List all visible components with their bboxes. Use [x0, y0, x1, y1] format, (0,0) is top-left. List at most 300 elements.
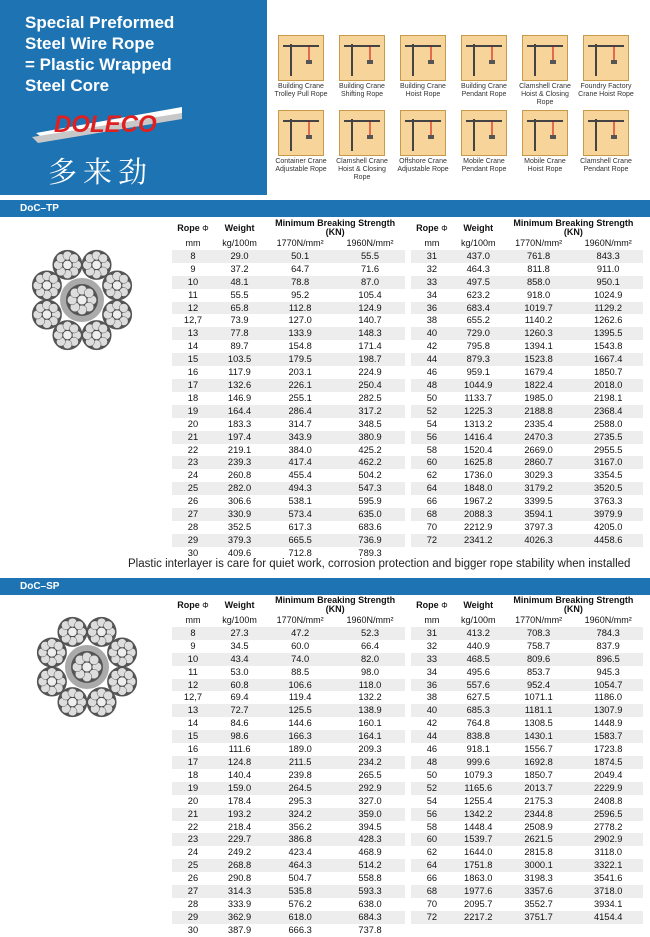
table-cell: 50	[411, 392, 453, 405]
table-row	[411, 456, 643, 469]
table-cell: 8	[172, 250, 214, 263]
table-cell: 959.1	[453, 366, 504, 379]
table-cell: 16	[172, 366, 214, 379]
table-cell: 189.0	[265, 743, 335, 756]
table-cell: 314.3	[214, 885, 265, 898]
table-cell: 64.7	[265, 263, 335, 276]
table-cell: 106.6	[265, 679, 335, 692]
table-cell: 3594.1	[504, 508, 574, 521]
table-cell: 2368.4	[573, 405, 643, 418]
table-cell: 573.4	[265, 508, 335, 521]
table-cell: 138.9	[335, 704, 405, 717]
table-cell: 409.6	[214, 547, 265, 560]
table-cell: 26	[172, 495, 214, 508]
table-cell: 29	[172, 534, 214, 547]
table-cell: 1863.0	[453, 872, 504, 885]
grade-1770: 1770N/mm²	[276, 238, 324, 248]
table-cell: 1523.8	[504, 353, 574, 366]
table-cell: 504.7	[265, 872, 335, 885]
table-cell: 146.9	[214, 392, 265, 405]
table-cell: 282.0	[214, 482, 265, 495]
table-cell: 119.4	[265, 691, 335, 704]
table-cell: 1448.9	[573, 717, 643, 730]
table-cell: 52.3	[335, 627, 405, 640]
table-cell: 229.7	[214, 833, 265, 846]
table-cell: 3322.1	[573, 859, 643, 872]
table-subheader	[411, 237, 643, 250]
application-tile	[271, 35, 331, 99]
table-cell: 737.8	[335, 924, 405, 937]
table-row	[172, 795, 405, 808]
table-cell: 58	[411, 444, 453, 457]
application-tile	[454, 110, 514, 174]
table-row	[172, 276, 405, 289]
table-cell: 292.9	[335, 782, 405, 795]
table-cell: 20	[172, 418, 214, 431]
table-cell: 2212.9	[453, 521, 504, 534]
table-cell: 234.2	[335, 756, 405, 769]
table-row	[172, 898, 405, 911]
table-cell: 29	[172, 911, 214, 924]
table-cell: 105.4	[335, 289, 405, 302]
table-cell: 18	[172, 769, 214, 782]
unit-rope: mm	[424, 238, 440, 248]
table-row	[172, 756, 405, 769]
table-cell: 683.4	[453, 302, 504, 315]
table-cell: 32	[411, 640, 453, 653]
table-cell: 58	[411, 821, 453, 834]
table-cell: 1133.7	[453, 392, 504, 405]
table-cell: 685.3	[453, 704, 504, 717]
table-cell: 98.0	[335, 666, 405, 679]
table-row	[411, 717, 643, 730]
table-cell: 618.0	[265, 911, 335, 924]
table-row	[411, 666, 643, 679]
table-cell: 12	[172, 302, 214, 315]
table-row	[411, 833, 643, 846]
table-cell: 290.8	[214, 872, 265, 885]
table-cell: 112.8	[265, 302, 335, 315]
table-cell: 15	[172, 353, 214, 366]
table-cell: 3552.7	[504, 898, 574, 911]
table-cell: 52	[411, 782, 453, 795]
table-cell: 62	[411, 846, 453, 859]
table-cell: 42	[411, 717, 453, 730]
mobile-crane-pendant-icon	[461, 110, 507, 156]
table-cell: 504.2	[335, 469, 405, 482]
table-header	[411, 596, 643, 614]
table-cell: 3179.2	[504, 482, 574, 495]
table-cell: 425.2	[335, 444, 405, 457]
table-cell: 708.3	[504, 627, 574, 640]
table-cell: 28	[172, 521, 214, 534]
table-row	[411, 743, 643, 756]
table-cell: 3354.5	[573, 469, 643, 482]
table-row	[172, 717, 405, 730]
table-cell: 87.0	[335, 276, 405, 289]
table-row	[411, 782, 643, 795]
application-tile	[332, 110, 392, 182]
table-cell: 3357.6	[504, 885, 574, 898]
table-cell: 20	[172, 795, 214, 808]
table-cell: 13	[172, 704, 214, 717]
table-cell: 14	[172, 717, 214, 730]
table-cell: 118.0	[335, 679, 405, 692]
table-row	[172, 495, 405, 508]
clamshell-crane-pendant-icon	[583, 110, 629, 156]
table-header	[411, 219, 643, 237]
table-cell: 2198.1	[573, 392, 643, 405]
table-cell: 124.8	[214, 756, 265, 769]
table-cell: 44	[411, 730, 453, 743]
table-cell: 250.4	[335, 379, 405, 392]
table-cell: 417.4	[265, 456, 335, 469]
table-cell: 858.0	[504, 276, 574, 289]
table-row	[411, 508, 643, 521]
table-cell: 853.7	[504, 666, 574, 679]
application-tile	[393, 35, 453, 99]
table-cell: 655.2	[453, 314, 504, 327]
table-row	[172, 846, 405, 859]
table-cell: 352.5	[214, 521, 265, 534]
table-cell: 380.9	[335, 431, 405, 444]
table-row	[172, 534, 405, 547]
table-row	[411, 640, 643, 653]
table-row	[172, 314, 405, 327]
table-cell: 52	[411, 405, 453, 418]
table-cell: 48.1	[214, 276, 265, 289]
table-cell: 1539.7	[453, 833, 504, 846]
unit-rope: mm	[185, 238, 201, 248]
table-cell: 359.0	[335, 808, 405, 821]
spec-table-tp-right	[411, 219, 643, 547]
table-cell: 22	[172, 444, 214, 457]
table-cell: 124.9	[335, 302, 405, 315]
application-tile	[515, 35, 575, 107]
table-cell: 132.6	[214, 379, 265, 392]
table-cell: 1140.2	[504, 314, 574, 327]
table-cell: 494.3	[265, 482, 335, 495]
table-cell: 952.4	[504, 679, 574, 692]
table-cell: 30	[172, 924, 214, 937]
table-cell: 1644.0	[453, 846, 504, 859]
table-cell: 44	[411, 353, 453, 366]
clamshell-crane-2-icon	[339, 110, 385, 156]
table-row	[411, 808, 643, 821]
table-cell: 65.8	[214, 302, 265, 315]
table-cell: 423.4	[265, 846, 335, 859]
table-row	[411, 911, 643, 924]
table-cell: 413.2	[453, 627, 504, 640]
table-row	[411, 872, 643, 885]
table-cell: 838.8	[453, 730, 504, 743]
table-cell: 73.9	[214, 314, 265, 327]
table-row	[172, 821, 405, 834]
table-row	[172, 289, 405, 302]
table-cell: 2335.4	[504, 418, 574, 431]
unit-weight: kg/100m	[461, 238, 496, 248]
table-cell: 14	[172, 340, 214, 353]
table-cell: 23	[172, 833, 214, 846]
table-subheader	[172, 237, 405, 250]
table-cell: 638.0	[335, 898, 405, 911]
table-cell: 3763.3	[573, 495, 643, 508]
table-cell: 1054.7	[573, 679, 643, 692]
table-row	[411, 289, 643, 302]
application-label: Container Crane Adjustable Rope	[275, 158, 327, 173]
table-cell: 3000.1	[504, 859, 574, 872]
table-cell: 306.6	[214, 495, 265, 508]
table-cell: 74.0	[265, 653, 335, 666]
table-row	[411, 846, 643, 859]
gantry-crane-icon	[583, 35, 629, 81]
tower-crane-hoist-icon	[400, 35, 446, 81]
table-subheader	[411, 614, 643, 627]
table-cell: 576.2	[265, 898, 335, 911]
table-cell: 46	[411, 743, 453, 756]
table-cell: 64	[411, 482, 453, 495]
table-row	[172, 521, 405, 534]
table-cell: 1692.8	[504, 756, 574, 769]
table-row	[172, 885, 405, 898]
table-cell: 56	[411, 808, 453, 821]
table-row	[411, 821, 643, 834]
table-cell: 761.8	[504, 250, 574, 263]
table-header	[172, 219, 405, 237]
table-cell: 19	[172, 405, 214, 418]
table-row	[411, 898, 643, 911]
application-label: Building Crane Shifting Rope	[339, 83, 385, 98]
table-cell: 19	[172, 782, 214, 795]
table-cell: 33	[411, 276, 453, 289]
clamshell-crane-icon	[522, 35, 568, 81]
table-cell: 1667.4	[573, 353, 643, 366]
table-row	[172, 263, 405, 276]
table-cell: 712.8	[265, 547, 335, 560]
table-cell: 464.3	[453, 263, 504, 276]
table-cell: 999.6	[453, 756, 504, 769]
table-cell: 25	[172, 859, 214, 872]
table-cell: 1448.4	[453, 821, 504, 834]
table-cell: 117.9	[214, 366, 265, 379]
table-cell: 179.5	[265, 353, 335, 366]
table-row	[411, 353, 643, 366]
table-cell: 1985.0	[504, 392, 574, 405]
table-cell: 69.4	[214, 691, 265, 704]
table-cell: 918.0	[504, 289, 574, 302]
table-cell: 28	[172, 898, 214, 911]
table-cell: 809.6	[504, 653, 574, 666]
table-cell: 159.0	[214, 782, 265, 795]
table-cell: 468.9	[335, 846, 405, 859]
table-cell: 282.5	[335, 392, 405, 405]
table-row	[172, 302, 405, 315]
table-cell: 77.8	[214, 327, 265, 340]
table-cell: 1394.1	[504, 340, 574, 353]
table-cell: 1625.8	[453, 456, 504, 469]
table-cell: 95.2	[265, 289, 335, 302]
application-label: Clamshell Crane Hoist & Closing Rope	[336, 158, 388, 181]
table-cell: 70	[411, 521, 453, 534]
table-row	[172, 250, 405, 263]
grade-1960: 1960N/mm²	[584, 238, 632, 248]
table-cell: 3118.0	[573, 846, 643, 859]
offshore-crane-icon	[400, 110, 446, 156]
application-label: Mobile Crane Pendant Rope	[461, 158, 507, 173]
spec-table-sp-right	[411, 596, 643, 924]
table-cell: 88.5	[265, 666, 335, 679]
table-row	[411, 418, 643, 431]
col-mbs: Minimum Breaking Strength (KN)	[513, 595, 634, 614]
application-tile	[576, 110, 636, 174]
table-cell: 32	[411, 263, 453, 276]
table-cell: 595.9	[335, 495, 405, 508]
application-label: Foundry Factory Crane Hoist Rope	[578, 83, 634, 98]
table-cell: 1225.3	[453, 405, 504, 418]
table-cell: 2470.3	[504, 431, 574, 444]
table-cell: 127.0	[265, 314, 335, 327]
table-row	[172, 808, 405, 821]
table-cell: 1723.8	[573, 743, 643, 756]
table-row	[172, 418, 405, 431]
table-row	[172, 653, 405, 666]
table-cell: 111.6	[214, 743, 265, 756]
table-row	[411, 756, 643, 769]
table-cell: 535.8	[265, 885, 335, 898]
table-cell: 60	[411, 833, 453, 846]
table-cell: 265.5	[335, 769, 405, 782]
table-cell: 2815.8	[504, 846, 574, 859]
table-cell: 1556.7	[504, 743, 574, 756]
table-cell: 729.0	[453, 327, 504, 340]
section-bar-tp: DoC–TP	[0, 200, 650, 217]
table-cell: 317.2	[335, 405, 405, 418]
table-cell: 17	[172, 756, 214, 769]
table-row	[411, 379, 643, 392]
table-cell: 260.8	[214, 469, 265, 482]
table-cell: 918.1	[453, 743, 504, 756]
table-cell: 4458.6	[573, 534, 643, 547]
table-cell: 462.2	[335, 456, 405, 469]
table-cell: 9	[172, 640, 214, 653]
table-cell: 84.6	[214, 717, 265, 730]
table-cell: 34	[411, 289, 453, 302]
col-rope: Rope Φ	[177, 223, 209, 233]
table-cell: 623.2	[453, 289, 504, 302]
table-cell: 1967.2	[453, 495, 504, 508]
col-mbs: Minimum Breaking Strength (KN)	[513, 218, 634, 237]
table-cell: 22	[172, 821, 214, 834]
table-row	[172, 340, 405, 353]
table-row	[172, 924, 405, 937]
table-cell: 1850.7	[504, 769, 574, 782]
table-cell: 387.9	[214, 924, 265, 937]
table-cell: 1583.7	[573, 730, 643, 743]
section-bar-sp: DoC–SP	[0, 578, 650, 595]
table-cell: 224.9	[335, 366, 405, 379]
col-weight: Weight	[463, 600, 494, 610]
table-cell: 78.8	[265, 276, 335, 289]
unit-weight: kg/100m	[222, 615, 257, 625]
table-cell: 3751.7	[504, 911, 574, 924]
application-tile	[271, 110, 331, 174]
table-cell: 314.7	[265, 418, 335, 431]
table-cell: 635.0	[335, 508, 405, 521]
grade-1770: 1770N/mm²	[515, 615, 563, 625]
table-row	[411, 704, 643, 717]
application-label: Offshore Crane Adjustable Rope	[397, 158, 449, 173]
table-cell: 103.5	[214, 353, 265, 366]
table-cell: 468.5	[453, 653, 504, 666]
table-cell: 547.3	[335, 482, 405, 495]
table-cell: 2344.8	[504, 808, 574, 821]
doleco-logo	[32, 103, 182, 143]
table-cell: 3934.1	[573, 898, 643, 911]
table-row	[172, 456, 405, 469]
table-cell: 879.3	[453, 353, 504, 366]
grade-1770: 1770N/mm²	[276, 615, 324, 625]
table-cell: 2049.4	[573, 769, 643, 782]
table-cell: 25	[172, 482, 214, 495]
table-cell: 27	[172, 885, 214, 898]
table-cell: 1079.3	[453, 769, 504, 782]
table-row	[172, 431, 405, 444]
table-row	[411, 495, 643, 508]
table-cell: 950.1	[573, 276, 643, 289]
table-cell: 29.0	[214, 250, 265, 263]
table-cell: 239.8	[265, 769, 335, 782]
table-cell: 21	[172, 808, 214, 821]
table-cell: 684.3	[335, 911, 405, 924]
table-cell: 193.2	[214, 808, 265, 821]
table-cell: 46	[411, 366, 453, 379]
table-cell: 70	[411, 898, 453, 911]
table-cell: 666.3	[265, 924, 335, 937]
table-cell: 21	[172, 431, 214, 444]
brand-panel	[0, 0, 267, 195]
table-cell: 3167.0	[573, 456, 643, 469]
table-cell: 1416.4	[453, 431, 504, 444]
header	[0, 0, 650, 195]
table-cell: 56	[411, 431, 453, 444]
table-cell: 440.9	[453, 640, 504, 653]
table-cell: 66	[411, 495, 453, 508]
tower-crane-pendant-icon	[461, 35, 507, 81]
table-row	[411, 250, 643, 263]
table-cell: 2902.9	[573, 833, 643, 846]
table-cell: 2778.2	[573, 821, 643, 834]
table-cell: 40	[411, 704, 453, 717]
table-row	[172, 911, 405, 924]
table-row	[172, 327, 405, 340]
table-cell: 896.5	[573, 653, 643, 666]
table-cell: 758.7	[504, 640, 574, 653]
table-row	[411, 627, 643, 640]
table-row	[411, 769, 643, 782]
table-cell: 31	[411, 250, 453, 263]
table-row	[411, 302, 643, 315]
table-cell: 324.2	[265, 808, 335, 821]
table-cell: 18	[172, 392, 214, 405]
table-row	[411, 653, 643, 666]
table-cell: 330.9	[214, 508, 265, 521]
table-row	[172, 691, 405, 704]
table-cell: 495.6	[453, 666, 504, 679]
table-cell: 249.2	[214, 846, 265, 859]
application-label: Building Crane Trolley Pull Rope	[274, 83, 328, 98]
table-cell: 9	[172, 263, 214, 276]
unit-rope: mm	[424, 615, 440, 625]
